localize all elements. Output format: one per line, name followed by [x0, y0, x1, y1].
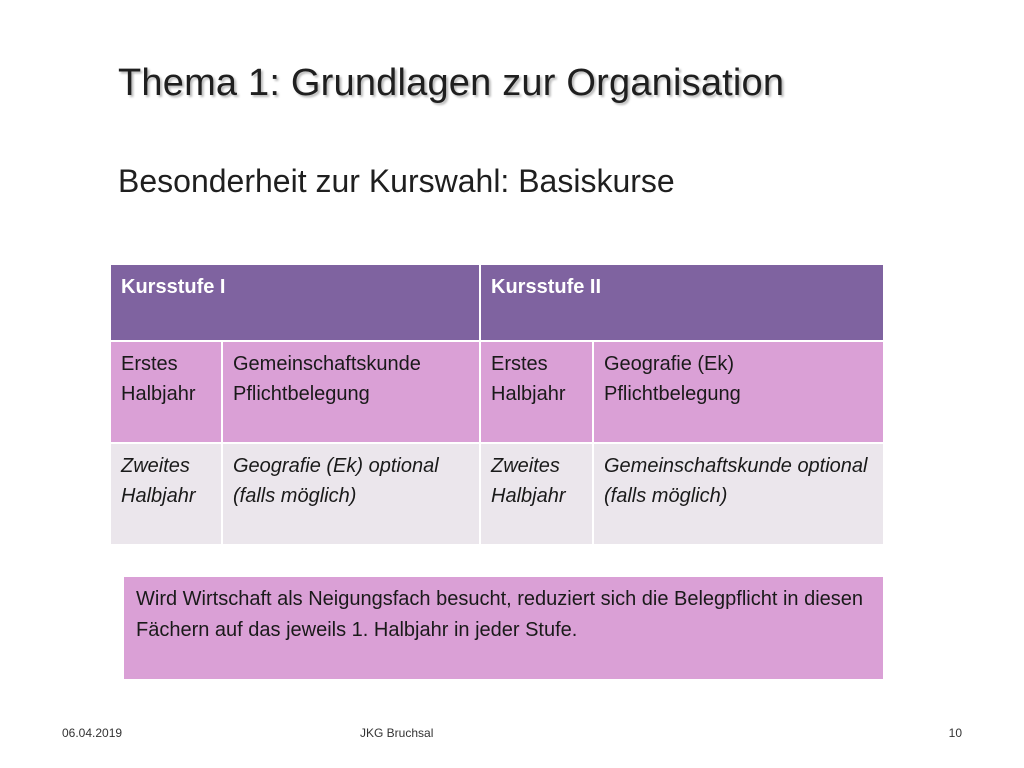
table-cell: Erstes Halbjahr — [480, 341, 593, 443]
table-row — [110, 443, 884, 545]
page-number: 10 — [948, 726, 962, 740]
slide-title: Thema 1: Grundlagen zur Organisation — [118, 62, 785, 104]
table-cell: Geografie (Ek) optional (falls möglich) — [222, 443, 480, 545]
table-cell: Zweites Halbjahr — [110, 443, 222, 545]
table-cell: Gemeinschaftskunde optional (falls möglich) — [593, 443, 884, 545]
table-row — [110, 341, 884, 443]
table-cell: Zweites Halbjahr — [480, 443, 593, 545]
table-cell: Gemeinschaftskunde Pflichtbelegung — [222, 341, 480, 443]
header-kursstufe-1: Kursstufe I — [110, 264, 480, 341]
footer-date: 06.04.2019 — [62, 726, 123, 740]
table-header-row — [110, 264, 884, 341]
footer-organization: JKG Bruchsal — [360, 726, 434, 740]
course-table — [109, 263, 885, 546]
table-cell: Erstes Halbjahr — [110, 341, 222, 443]
table-cell: Geografie (Ek) Pflichtbelegung — [593, 341, 884, 443]
note-box: Wird Wirtschaft als Neigungsfach besucht, reduziert sich die Belegpflicht in diesen Fächern auf das jeweils 1. Halbjahr in jeder Stufe. — [124, 577, 883, 679]
slide-subtitle: Besonderheit zur Kurswahl: Basiskurse — [118, 163, 675, 199]
header-kursstufe-2: Kursstufe II — [480, 264, 884, 341]
